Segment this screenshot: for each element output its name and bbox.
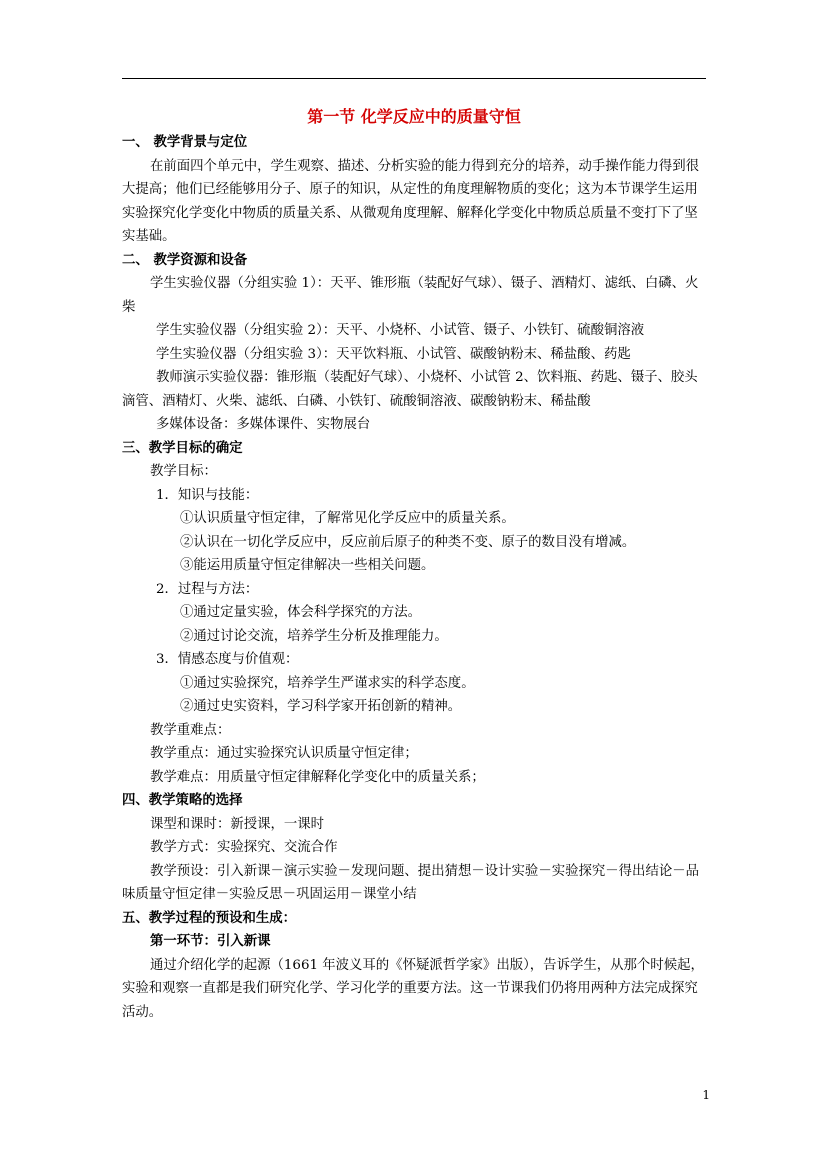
page-number: 1 <box>702 1088 710 1102</box>
focus-label: 教学重难点： <box>150 722 231 738</box>
teaching-method: 教学方式：实验探究、交流合作 <box>150 840 338 855</box>
difficulty-text: 教学难点：用质量守恒定律解释化学变化中的质量关系； <box>150 769 485 785</box>
process-label: 2．过程与方法： <box>156 581 259 597</box>
focus-text: 教学重点：通过实验探究认识质量守恒定律； <box>150 746 418 761</box>
equipment-item: 学生实验仪器（分组实验 1）：天平、锥形瓶（装配好气球）、镊子、酒精灯、滤纸、白磷、火柴 <box>122 276 699 315</box>
section-heading-5: 五、教学过程的预设和生成： <box>122 910 297 926</box>
equipment-item: 学生实验仪器（分组实验 3）：天平饮料瓶、小试管、碳酸钠粉末、稀盐酸、药匙 <box>156 346 631 362</box>
section-5-paragraph: 通过介绍化学的起源（1661 年波义耳的《怀疑派哲学家》出版），告诉学生，从那个时候起，实验和观察一直都是我们研究化学、学习化学的重要方法。这一节课我们仍将用两种方法完成探究活动。 <box>122 957 704 1020</box>
goal-item: ②认识在一切化学反应中，反应前后原子的种类不变、原子的数目没有增减。 <box>180 534 636 550</box>
section-1-paragraph: 在前面四个单元中，学生观察、描述、分析实验的能力得到充分的培养，动手操作能力得到很大提高；他们已经能够用分子、原子的知识，从定性的角度理解物质的变化；这为本节课学生运用实验探究化学变化中物质的质量关系、从微观角度理解、解释化学变化中物质总质量不变打下了坚实基础。 <box>122 158 700 244</box>
goal-item: ①通过定量实验，体会科学探究的方法。 <box>180 605 422 620</box>
equipment-item: 多媒体设备：多媒体课件、实物展台 <box>156 417 371 432</box>
section-heading-4: 四、教学策略的选择 <box>122 793 243 808</box>
goal-item: ①通过实验探究，培养学生严谨求实的科学态度。 <box>180 675 475 691</box>
document-body <box>122 131 706 1024</box>
equipment-item: 学生实验仪器（分组实验 2）：天平、小烧杯、小试管、镊子、小铁钉、硫酸铜溶液 <box>156 323 645 338</box>
goal-item: ②通过史实资料，学习科学家开拓创新的精神。 <box>180 699 462 714</box>
subsection-heading: 第一环节：引入新课 <box>150 934 271 949</box>
page-title: 第一节 化学反应中的质量守恒 <box>307 107 521 126</box>
emotion-label: 3．情感态度与价值观： <box>156 652 299 667</box>
section-heading-1: 一、 教学背景与定位 <box>122 135 248 150</box>
teaching-plan: 教学预设：引入新课－演示实验－发现问题、提出猜想－设计实验－实验探究－得出结论－品味质量守恒定律－实验反思－巩固运用－课堂小结 <box>122 863 700 902</box>
knowledge-label: 1．知识与技能： <box>156 487 259 503</box>
goal-item: ①认识质量守恒定律，了解常见化学反应中的质量关系。 <box>180 511 515 526</box>
equipment-item: 教师演示实验仪器：锥形瓶（装配好气球）、小烧杯、小试管 2、饮料瓶、药匙、镊子、胶头滴管、酒精灯、火柴、滤纸、白磷、小铁钉、硫酸铜溶液、碳酸钠粉末、稀盐酸 <box>122 370 698 409</box>
goal-item: ②通过讨论交流，培养学生分析及推理能力。 <box>180 628 448 644</box>
goal-label: 教学目标： <box>150 464 217 479</box>
section-heading-3: 三、教学目标的确定 <box>122 440 243 456</box>
header-rule <box>122 78 706 79</box>
goal-item: ③能运用质量守恒定律解决一些相关问题。 <box>180 558 435 573</box>
lesson-type: 课型和课时：新授课，一课时 <box>150 816 325 832</box>
section-heading-2: 二、 教学资源和设备 <box>122 252 248 268</box>
